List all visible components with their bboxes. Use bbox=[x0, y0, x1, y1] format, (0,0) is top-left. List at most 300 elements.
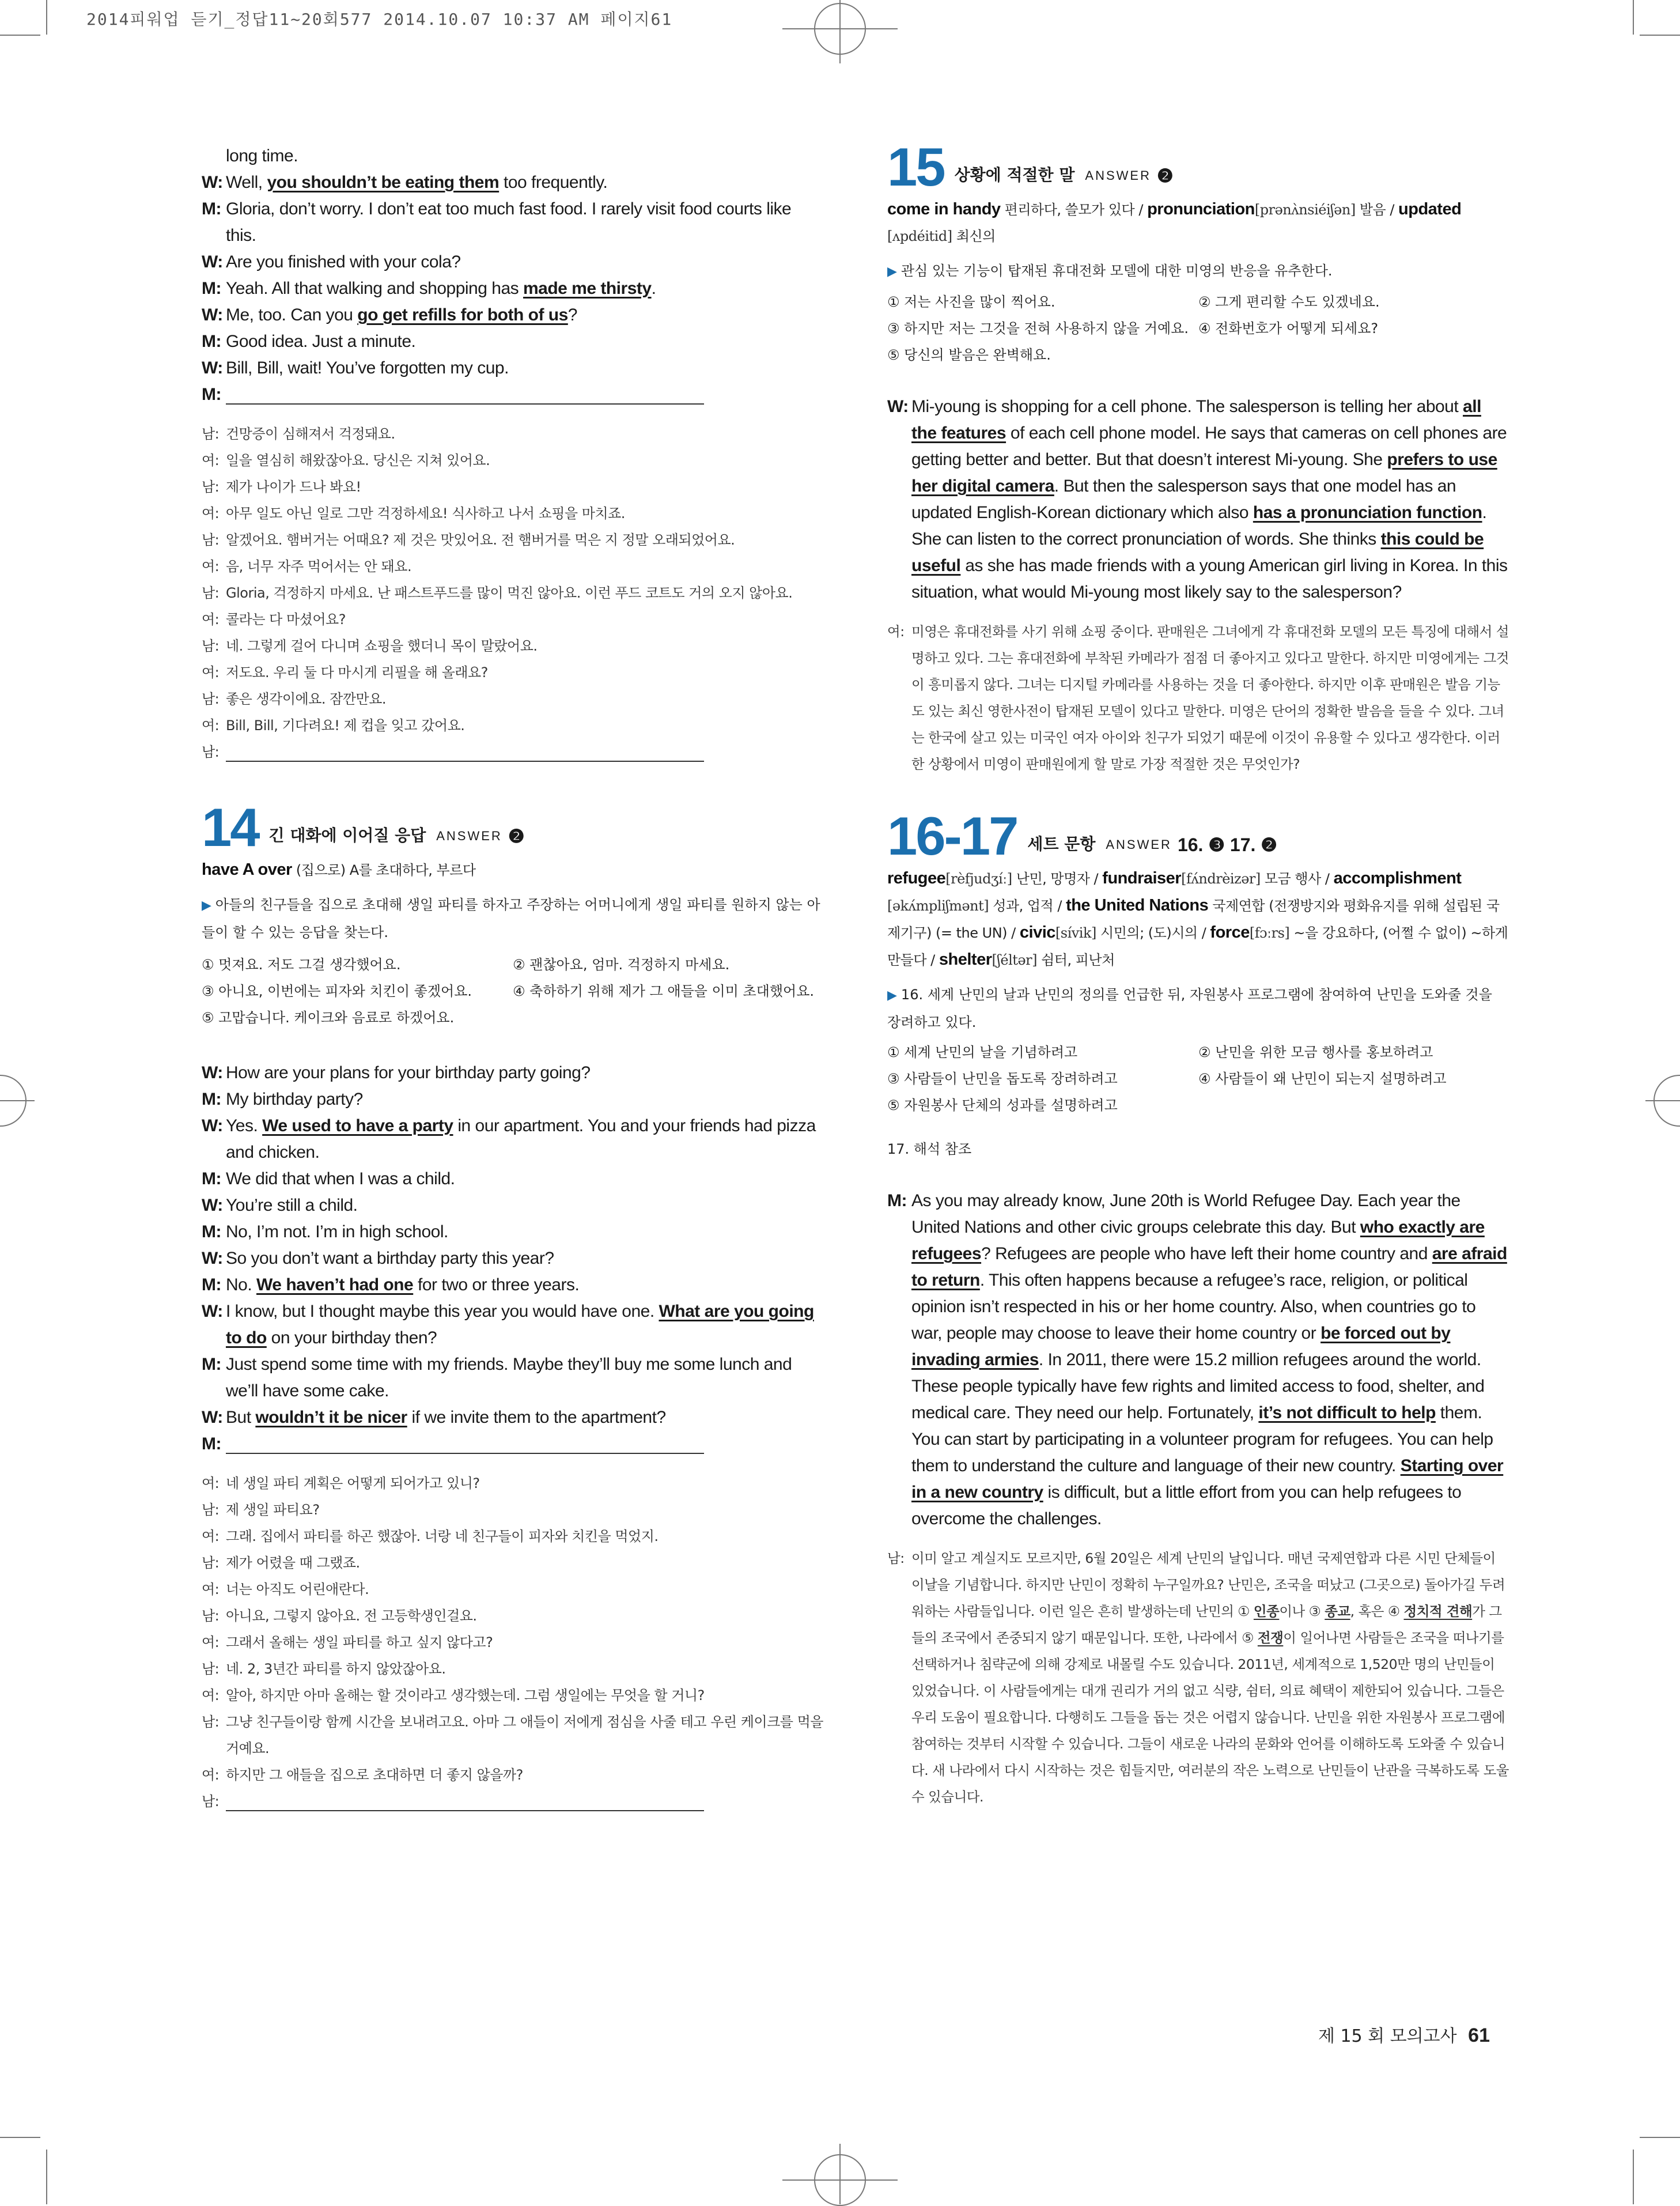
speaker-label: M: bbox=[202, 279, 221, 298]
choice-4: ④ 전화번호가 어떻게 되세요? bbox=[1198, 320, 1379, 337]
text-run: if we invite them to the apartment? bbox=[407, 1408, 666, 1427]
speaker-label: 여: bbox=[202, 1687, 220, 1703]
speaker-label: 남: bbox=[202, 426, 220, 442]
speaker-label: M: bbox=[202, 385, 221, 404]
speaker-label: 여: bbox=[202, 664, 220, 681]
vocab-meaning: 최신의 bbox=[952, 228, 996, 244]
dialogue-line bbox=[202, 659, 824, 686]
vocab-word: civic bbox=[1019, 923, 1055, 942]
key-phrase: We haven’t had one bbox=[256, 1275, 414, 1294]
dialogue-line bbox=[202, 1497, 824, 1523]
passage-15-korean bbox=[887, 618, 1509, 777]
dialogue-line bbox=[202, 1788, 824, 1815]
dialogue-line bbox=[202, 1219, 824, 1245]
key-phrase: 종교 bbox=[1325, 1603, 1350, 1619]
speaker-label: W: bbox=[202, 305, 223, 324]
answer-label: ANSWER bbox=[1085, 168, 1151, 183]
choice-2: ② 그게 편리할 수도 있겠네요. bbox=[1198, 294, 1380, 310]
text-run: I know, but I thought maybe this year you would have one. bbox=[226, 1302, 659, 1321]
key-phrase: who exactly are refugees bbox=[911, 1218, 1485, 1263]
key-phrase: you shouldn’t be eating them bbox=[267, 173, 500, 192]
dialogue-14-korean bbox=[202, 1470, 824, 1815]
dialogue-line bbox=[202, 302, 824, 328]
text-run: for two or three years. bbox=[413, 1275, 580, 1294]
dialogue-text bbox=[226, 355, 824, 381]
dialogue-text bbox=[226, 1166, 824, 1192]
speaker-label: W: bbox=[202, 1408, 223, 1427]
answer-label: ANSWER bbox=[436, 829, 502, 843]
answer-value: ❷ bbox=[1156, 165, 1174, 186]
crop-mark bbox=[1640, 2137, 1680, 2138]
passage-16-17-korean bbox=[887, 1545, 1509, 1810]
dialogue-line bbox=[202, 249, 824, 275]
text-run: Yes. bbox=[226, 1116, 263, 1135]
text-run: ? bbox=[567, 305, 577, 324]
crop-mark bbox=[46, 0, 47, 35]
key-phrase: are afraid to return bbox=[911, 1244, 1507, 1290]
dialogue-line bbox=[202, 1470, 824, 1497]
dialogue-line bbox=[202, 169, 824, 196]
solution-guide bbox=[887, 981, 1509, 1036]
vocab-pronunciation: [sívik] bbox=[1055, 925, 1096, 941]
passage-text: 미영은 휴대전화를 사기 위해 쇼핑 중이다. 판매원은 그녀에게 각 휴대전화 모델의 모든 특징에 대해서 설명하고 있다. 그는 휴대전화에 부착된 카메라가 점점 더 좋아지고 있다고 말한다. 하지만 미영에게는 그것이 흥미롭지 않다. 그녀는 디지털 카메라를 사용하는 것을 더 좋아한다. 하지만 이후 판매원은 발음 기능도 있는 최신 영한사전이 탑재된 모델이 있다고 말한다. 미영은 단어의 정확한 발음을 들을 수 있다. 그녀는 한국에 살고 있는 미국인 여자 아이와 친구가 되었기 때문에 이것이 유용할 수 있다고 생각한다. 이러한 상황에서 미영이 판매원에게 할 말로 가장 적절한 것은 무엇인가? bbox=[911, 624, 1509, 772]
speaker-label: 남: bbox=[202, 585, 220, 601]
speaker-label: M: bbox=[202, 1222, 221, 1241]
crop-mark bbox=[46, 2150, 47, 2204]
passage-text bbox=[911, 394, 1509, 606]
vocab-meaning: 시민의; (도)시의 / bbox=[1096, 925, 1210, 941]
key-phrase: has a pronunciation function bbox=[1253, 503, 1482, 522]
choice-2: ② 괜찮아요, 엄마. 걱정하지 마세요. bbox=[513, 957, 730, 973]
speaker-label: W: bbox=[202, 252, 223, 271]
choice-5: ⑤ 자원봉사 단체의 성과를 설명하려고 bbox=[887, 1097, 1118, 1113]
speaker-label: M: bbox=[202, 1434, 221, 1453]
answer-choices bbox=[887, 289, 1509, 368]
dialogue-line bbox=[202, 739, 824, 765]
speaker-label: W: bbox=[202, 1063, 223, 1082]
text-run: of each cell phone model. He says that cameras on cell phones are getting better and better. But that doesn’t interest Mi-young. She bbox=[911, 424, 1507, 469]
key-phrase: We used to have a party bbox=[262, 1116, 453, 1135]
speaker-label: M: bbox=[202, 1169, 221, 1188]
dialogue-line bbox=[202, 553, 824, 580]
speaker-label: 여: bbox=[202, 717, 220, 734]
vocab-word: shelter bbox=[939, 950, 992, 969]
dialogue-text bbox=[226, 1086, 824, 1113]
dialogue-line bbox=[202, 1113, 824, 1166]
text-run: them. You can start by participating in a volunteer program for refugees. You can help them to understand the culture and language of their new country. bbox=[911, 1403, 1493, 1475]
vocab-word: fundraiser bbox=[1102, 869, 1182, 887]
speaker-label: W: bbox=[202, 173, 223, 192]
key-phrase: be forced out by invading armies bbox=[911, 1324, 1451, 1369]
speaker-label: W: bbox=[202, 1302, 223, 1321]
dialogue-text bbox=[226, 1431, 824, 1457]
question-title: 상황에 적절한 말 bbox=[954, 165, 1075, 184]
text-run: Bill, Bill, wait! You’ve forgotten my cup. bbox=[226, 358, 509, 377]
choice-1: ① 세계 난민의 날을 기념하려고 bbox=[887, 1044, 1078, 1060]
speaker-label: 남: bbox=[202, 638, 220, 654]
speaker-label: 남: bbox=[202, 1502, 220, 1518]
text-run: As you may already know, June 20th is World Refugee Day. Each year the United Nations and other civic groups celebrate this day. But bbox=[911, 1191, 1460, 1237]
triangle-bullet-icon: ▶ bbox=[887, 988, 901, 1003]
key-phrase: 정치적 견해 bbox=[1403, 1603, 1473, 1619]
crop-mark bbox=[0, 2137, 40, 2138]
key-phrase: 전쟁 bbox=[1257, 1630, 1284, 1646]
dialogue-line bbox=[202, 1166, 824, 1192]
page-footer bbox=[1318, 2022, 1490, 2047]
dialogue-line bbox=[202, 1298, 824, 1351]
dialogue-text: 콜라는 다 마셨어요? bbox=[226, 611, 346, 628]
dialogue-line bbox=[202, 712, 824, 739]
dialogue-text: 아니요, 그렇지 않아요. 전 고등학생인걸요. bbox=[226, 1608, 477, 1624]
text-run: Just spend some time with my friends. Maybe they’ll buy me some lunch and we’ll have some cake. bbox=[226, 1355, 792, 1400]
vocab-meaning: 발음 / bbox=[1355, 202, 1399, 218]
dialogue-text: Bill, Bill, 기다려요! 제 컵을 잊고 갔어요. bbox=[226, 717, 465, 734]
dialogue-line bbox=[202, 196, 824, 249]
passage-16-17-english bbox=[887, 1188, 1509, 1532]
speaker-label: W: bbox=[202, 1116, 223, 1135]
dialogue-text bbox=[226, 1113, 824, 1166]
dialogue-line bbox=[202, 1709, 824, 1762]
dialogue-line bbox=[202, 1086, 824, 1113]
key-phrase: it’s not difficult to help bbox=[1258, 1403, 1436, 1422]
dialogue-text bbox=[226, 381, 824, 408]
dialogue-text bbox=[226, 328, 824, 355]
dialogue-text bbox=[226, 1404, 824, 1431]
dialogue-text: 네. 2, 3년간 파티를 하지 않았잖아요. bbox=[226, 1661, 446, 1677]
answer-label: ANSWER bbox=[1106, 837, 1172, 852]
text-run: , 혹은 ④ bbox=[1350, 1603, 1404, 1619]
dialogue-text: 알아, 하지만 아마 올해는 할 것이라고 생각했는데. 그럼 생일에는 무엇을 할 거니? bbox=[226, 1687, 705, 1703]
question-number: 16-17 bbox=[887, 806, 1017, 866]
speaker-label bbox=[202, 143, 226, 169]
dialogue-text bbox=[226, 1788, 824, 1815]
dialogue-line bbox=[202, 1404, 824, 1431]
text-run: . She can listen to the correct pronunciation of words. She thinks bbox=[911, 503, 1487, 549]
dialogue-text: 저도요. 우리 둘 다 마시게 리필을 해 올래요? bbox=[226, 664, 488, 681]
dialogue-line bbox=[202, 143, 824, 169]
answer-choices bbox=[887, 1039, 1509, 1119]
dialogue-line bbox=[202, 1060, 824, 1086]
text-run: We did that when I was a child. bbox=[226, 1169, 455, 1188]
dialogue-text bbox=[226, 1060, 824, 1086]
text-run: . But then the salesperson says that one model has an updated English-Korean dictionary which also bbox=[911, 477, 1456, 522]
question-number: 14 bbox=[202, 797, 259, 858]
dialogue-line bbox=[202, 1629, 824, 1656]
speaker-label: 남: bbox=[202, 1555, 220, 1571]
dialogue-line bbox=[202, 1245, 824, 1272]
text-run: Are you finished with your cola? bbox=[226, 252, 461, 271]
answer-value: ❷ bbox=[508, 826, 525, 847]
text-run: But bbox=[226, 1408, 256, 1427]
choice-5: ⑤ 당신의 발음은 완벽해요. bbox=[887, 347, 1051, 363]
text-run: 이나 ③ bbox=[1279, 1603, 1325, 1619]
text-run: Yeah. All that walking and shopping has bbox=[226, 279, 523, 298]
dialogue-line bbox=[202, 606, 824, 633]
speaker-label: M: bbox=[887, 1191, 907, 1210]
dialogue-text: 네. 그렇게 걸어 다니며 쇼핑을 했더니 목이 말랐어요. bbox=[226, 638, 538, 654]
text-run: You’re still a child. bbox=[226, 1196, 358, 1215]
crop-mark bbox=[0, 35, 40, 36]
speaker-label: 여: bbox=[202, 1475, 220, 1491]
dialogue-14-english bbox=[202, 1060, 824, 1457]
dialogue-text: 그래서 올해는 생일 파티를 하고 싶지 않다고? bbox=[226, 1634, 493, 1650]
vocab-meaning: (집으로) A를 초대하다, 부르다 bbox=[292, 862, 476, 878]
vocab-pronunciation: [rèfjudʒíː] bbox=[945, 871, 1012, 887]
dialogue-line bbox=[202, 1523, 824, 1550]
text-run: 가 그들의 조국에서 존중되지 않기 때문입니다. 또한, 나라에서 ⑤ bbox=[911, 1603, 1502, 1646]
key-phrase: this could be useful bbox=[911, 530, 1484, 575]
answer-choices bbox=[202, 951, 824, 1031]
answer-blank bbox=[226, 386, 704, 405]
choice-3: ③ 하지만 저는 그것을 전혀 사용하지 않을 거예요. bbox=[887, 320, 1189, 337]
guide-text: 아들의 친구들을 집으로 초대해 생일 파티를 하자고 주장하는 어머니에게 생일 파티를 원하지 않는 아들이 할 수 있는 응답을 찾는다. bbox=[202, 897, 820, 940]
choice-4: ④ 사람들이 왜 난민이 되는지 설명하려고 bbox=[1198, 1071, 1447, 1087]
text-run: ? Refugees are people who have left their home country and bbox=[981, 1244, 1432, 1263]
registration-cross bbox=[839, 0, 841, 63]
vocab-word: updated bbox=[1398, 200, 1462, 218]
speaker-label: 남: bbox=[202, 1661, 220, 1677]
dialogue-text: 그래. 집에서 파티를 하곤 했잖아. 너랑 네 친구들이 피자와 치킨을 먹었지. bbox=[226, 1528, 659, 1544]
registration-cross bbox=[0, 1100, 35, 1101]
dialogue-line bbox=[202, 1682, 824, 1709]
vocab-word: pronunciation bbox=[1147, 200, 1255, 218]
speaker-label: W: bbox=[202, 1249, 223, 1268]
text-run: No, I’m not. I’m in high school. bbox=[226, 1222, 448, 1241]
speaker-label: 여: bbox=[202, 452, 220, 469]
text-run: . In 2011, there were 15.2 million refugees around the world. These people typically have few rights and limited access to food, shelter, and medical care. They need our help. Fortunately, bbox=[911, 1350, 1485, 1422]
text-run: Well, bbox=[226, 173, 267, 192]
triangle-bullet-icon: ▶ bbox=[887, 265, 901, 279]
dialogue-line bbox=[202, 1762, 824, 1788]
dialogue-text bbox=[226, 1298, 824, 1351]
text-run: No. bbox=[226, 1275, 257, 1294]
text-run: Mi-young is shopping for a cell phone. The salesperson is telling her about bbox=[911, 397, 1463, 416]
dialogue-line bbox=[202, 381, 824, 408]
speaker-label: 남: bbox=[887, 1550, 905, 1566]
text-run: on your birthday then? bbox=[266, 1328, 437, 1347]
vocab-pronunciation: [prənʌ̀nsiéiʃən] bbox=[1254, 202, 1356, 218]
dialogue-text bbox=[226, 1272, 824, 1298]
crop-mark bbox=[1633, 2150, 1634, 2204]
text-run: . This often happens because a refugee’s race, religion, or political opinion isn’t respected in his or her home country. Also, when countries go to war, people may choose to leave their home country or bbox=[911, 1271, 1476, 1343]
vocab-meaning: 난민, 망명자 / bbox=[1012, 871, 1103, 887]
speaker-label: W: bbox=[202, 1196, 223, 1215]
question-16-17 bbox=[887, 806, 1509, 1810]
dialogue-line bbox=[202, 1656, 824, 1682]
speaker-label: W: bbox=[202, 358, 223, 377]
solution-guide bbox=[202, 892, 824, 946]
key-phrase: What are you going to do bbox=[226, 1302, 814, 1347]
triangle-bullet-icon: ▶ bbox=[202, 898, 215, 913]
vocab-word: force bbox=[1210, 923, 1250, 942]
speaker-label: 남: bbox=[202, 532, 220, 548]
speaker-label: 남: bbox=[202, 1793, 220, 1810]
right-column bbox=[887, 137, 1509, 1810]
vocabulary bbox=[887, 196, 1509, 250]
dialogue-line bbox=[202, 527, 824, 553]
note-17: 17. 해석 참조 bbox=[887, 1141, 972, 1157]
dialogue-line bbox=[202, 633, 824, 659]
question-number: 15 bbox=[887, 137, 944, 197]
vocab-word: the United Nations bbox=[1066, 896, 1209, 915]
dialogue-line bbox=[202, 474, 824, 500]
dialogue-text: 아무 일도 아닌 일로 그만 걱정하세요! 식사하고 나서 쇼핑을 마치죠. bbox=[226, 505, 625, 522]
dialogue-line bbox=[202, 580, 824, 606]
vocab-pronunciation: [əkʌ́mpliʃmənt] bbox=[887, 898, 989, 914]
dialogue-text: 건망증이 심해져서 걱정돼요. bbox=[226, 426, 395, 442]
choice-3: ③ 사람들이 난민을 돕도록 장려하려고 bbox=[887, 1071, 1118, 1087]
text-run: Good idea. Just a minute. bbox=[226, 332, 416, 351]
vocab-pronunciation: [fʌ́ndrèizər] bbox=[1181, 871, 1261, 887]
text-run: Me, too. Can you bbox=[226, 305, 358, 324]
text-run: 이 일어나면 사람들은 조국을 떠나기를 선택하거나 침략군에 의해 강제로 내몰릴 수도 있습니다. 2011년, 세계적으로 1,520만 명의 난민들이 있었습니다. 이 사람들에게는 대개 권리가 거의 없고 식량, 쉼터, 의료 혜택이 제한되어 있습니다. 그들은 우리 도움이 필요합니다. 다행히도 그들을 돕는 것은 어렵지 않습니다. 난민을 위한 자원봉사 프로그램에 참여하는 것부터 시작할 수 있습니다. 그들이 새로운 나라의 문화와 언어를 이해하도록 도와줄 수 있습니다. 새 나라에서 다시 시작하는 것은 힘들지만, 여러분의 작은 노력으로 난민들이 난관을 극복하도록 도울 수 있습니다. bbox=[911, 1630, 1509, 1805]
speaker-label: 남: bbox=[202, 1608, 220, 1624]
speaker-label: M: bbox=[202, 1090, 221, 1109]
choice-5: ⑤ 고맙습니다. 케이크와 음료로 하겠어요. bbox=[202, 1010, 455, 1026]
dialogue-text bbox=[226, 143, 824, 169]
choice-4: ④ 축하하기 위해 제가 그 애들을 이미 초대했어요. bbox=[513, 983, 815, 999]
dialogue-line bbox=[202, 1192, 824, 1219]
dialogue-line bbox=[202, 328, 824, 355]
dialogue-line bbox=[202, 500, 824, 527]
vocab-meaning: ~을 강요하다, (어쩔 수 없이) ~하게 만들다 / bbox=[887, 925, 1508, 968]
vocab-pronunciation: [ʃéltər] bbox=[992, 952, 1037, 968]
text-run: Gloria, don’t worry. I don’t eat too much fast food. I rarely visit food courts like this. bbox=[226, 199, 792, 245]
key-phrase: Starting over in a new country bbox=[911, 1456, 1504, 1502]
dialogue-line bbox=[202, 1603, 824, 1629]
dialogue-text: Gloria, 걱정하지 마세요. 난 패스트푸드를 많이 먹진 않아요. 이런 푸드 코트도 거의 오지 않아요. bbox=[226, 585, 793, 601]
vocab-word: accomplishment bbox=[1333, 869, 1462, 887]
registration-cross bbox=[1645, 1100, 1680, 1101]
key-phrase: all the features bbox=[911, 397, 1481, 443]
choice-1: ① 저는 사진을 많이 찍어요. bbox=[887, 294, 1055, 310]
vocab-word: refugee bbox=[887, 869, 946, 887]
text-run: My birthday party? bbox=[226, 1090, 363, 1109]
vocab-pronunciation: [fɔːrs] bbox=[1249, 925, 1290, 941]
dialogue-line bbox=[202, 355, 824, 381]
question-title: 긴 대화에 이어질 응답 bbox=[268, 826, 426, 845]
dialogue-line bbox=[202, 1550, 824, 1576]
dialogue-text bbox=[226, 1351, 824, 1404]
dialogue-text: 알겠어요. 햄버거는 어때요? 제 것은 맛있어요. 전 햄버거를 먹은 지 정말 오래되었어요. bbox=[226, 532, 735, 548]
text-run: 이미 알고 계실지도 모르지만, 6월 20일은 세계 난민의 날입니다. 매년 국제연합과 다른 시민 단체들이 이날을 기념합니다. 하지만 난민이 정확히 누구일까요? 난민은, 조국을 떠났고 (그곳으로) 돌아가길 두려워하는 사람들입니다. 이런 일은 흔히 발생하는데 난민의 ① bbox=[911, 1550, 1505, 1619]
key-phrase: wouldn’t it be nicer bbox=[255, 1408, 407, 1427]
dialogue-text bbox=[226, 169, 824, 196]
speaker-label: 남: bbox=[202, 479, 220, 495]
page-number: 61 bbox=[1468, 2024, 1490, 2046]
speaker-label: W: bbox=[887, 397, 909, 416]
crop-mark bbox=[1640, 35, 1680, 36]
crop-mark bbox=[1633, 0, 1634, 35]
speaker-label: 남: bbox=[202, 1714, 220, 1730]
dialogue-text bbox=[226, 1245, 824, 1272]
text-run: long time. bbox=[226, 146, 298, 165]
guide-text: 관심 있는 기능이 탑재된 휴대전화 모델에 대한 미영의 반응을 유추한다. bbox=[900, 263, 1333, 279]
speaker-label: 여: bbox=[202, 1634, 220, 1650]
speaker-label: M: bbox=[202, 199, 221, 218]
vocabulary bbox=[887, 865, 1509, 973]
dialogue-line bbox=[202, 1272, 824, 1298]
text-run: in our apartment. You and your friends had pizza and chicken. bbox=[226, 1116, 816, 1162]
key-phrase: made me thirsty bbox=[523, 279, 652, 298]
question-15 bbox=[887, 137, 1509, 777]
left-column bbox=[202, 143, 824, 1815]
answer-value: 16. ❸ 17. ❷ bbox=[1177, 834, 1277, 855]
dialogue-text: 네 생일 파티 계획은 어떻게 되어가고 있니? bbox=[226, 1475, 480, 1491]
dialogue-text: 제가 어렸을 때 그랬죠. bbox=[226, 1555, 360, 1571]
dialogue-line bbox=[202, 686, 824, 712]
dialogue-text: 그냥 친구들이랑 함께 시간을 보내려고요. 아마 그 애들이 저에게 점심을 사줄 테고 우린 케이크를 먹을 거예요. bbox=[226, 1714, 823, 1757]
speaker-label: M: bbox=[202, 1275, 221, 1294]
choice-3: ③ 아니요, 이번에는 피자와 치킨이 좋겠어요. bbox=[202, 983, 472, 999]
vocab-meaning: 국제연합 (전쟁방지와 평화유지를 위해 설립된 국제기구) (= the UN) / bbox=[887, 898, 1500, 941]
question-title: 세트 문항 bbox=[1027, 834, 1096, 853]
question-14 bbox=[202, 797, 824, 1815]
choice-2: ② 난민을 위한 모금 행사를 홍보하려고 bbox=[1198, 1044, 1433, 1060]
answer-blank bbox=[226, 1436, 704, 1454]
speaker-label: M: bbox=[202, 1355, 221, 1374]
text-run: So you don’t want a birthday party this year? bbox=[226, 1249, 554, 1268]
dialogue-text: 너는 아직도 어린애란다. bbox=[226, 1581, 369, 1597]
print-header: 2014피워업 듣기_정답11~20회577 2014.10.07 10:37 AM 페이지61 bbox=[86, 10, 673, 29]
passage-text bbox=[911, 1188, 1509, 1532]
speaker-label: 여: bbox=[202, 1581, 220, 1597]
dialogue-text bbox=[226, 302, 824, 328]
footer-label: 제 15 회 모의고사 bbox=[1318, 2026, 1457, 2046]
dialogue-text: 제가 나이가 드나 봐요! bbox=[226, 479, 361, 495]
dialogue-line bbox=[202, 1351, 824, 1404]
guide-text: 16. 세계 난민의 날과 난민의 정의를 언급한 뒤, 자원봉사 프로그램에 참여하여 난민을 도와줄 것을 장려하고 있다. bbox=[887, 987, 1492, 1030]
vocab-meaning: 편리하다, 쓸모가 있다 / bbox=[1000, 202, 1148, 218]
dialogue-line bbox=[202, 447, 824, 474]
speaker-label: 남: bbox=[202, 744, 220, 760]
registration-cross bbox=[839, 2144, 841, 2204]
dialogue-13-korean bbox=[202, 421, 824, 765]
dialogue-13-english bbox=[202, 143, 824, 408]
passage-15-english bbox=[887, 394, 1509, 606]
dialogue-text: 좋은 생각이에요. 잠깐만요. bbox=[226, 691, 387, 707]
passage-text bbox=[911, 1545, 1509, 1810]
vocabulary bbox=[202, 856, 824, 883]
vocab-word: come in handy bbox=[887, 200, 1001, 218]
choice-1: ① 멋져요. 저도 그걸 생각했어요. bbox=[202, 957, 401, 973]
answer-blank bbox=[226, 1793, 704, 1811]
vocab-meaning: 성과, 업적 / bbox=[989, 898, 1066, 914]
key-phrase: go get refills for both of us bbox=[357, 305, 568, 324]
dialogue-text bbox=[226, 249, 824, 275]
text-run: . bbox=[651, 279, 656, 298]
dialogue-text: 일을 열심히 해왔잖아요. 당신은 지쳐 있어요. bbox=[226, 452, 490, 469]
speaker-label: 여: bbox=[202, 558, 220, 575]
dialogue-text bbox=[226, 1219, 824, 1245]
dialogue-line bbox=[202, 275, 824, 302]
text-run: is difficult, but a little effort from you can help refugees to overcome the challenges. bbox=[911, 1483, 1462, 1528]
key-phrase: 인종 bbox=[1253, 1603, 1280, 1619]
vocab-word: have A over bbox=[202, 860, 292, 879]
dialogue-line bbox=[202, 1431, 824, 1457]
solution-guide bbox=[887, 258, 1509, 285]
dialogue-text: 제 생일 파티요? bbox=[226, 1502, 320, 1518]
answer-blank bbox=[226, 743, 704, 762]
speaker-label: 남: bbox=[202, 691, 220, 707]
speaker-label: M: bbox=[202, 332, 221, 351]
speaker-label: 여: bbox=[202, 505, 220, 522]
dialogue-text bbox=[226, 1192, 824, 1219]
speaker-label: 여: bbox=[887, 624, 905, 640]
vocab-meaning: 모금 행사 / bbox=[1260, 871, 1334, 887]
speaker-label: 여: bbox=[202, 1767, 220, 1783]
dialogue-text bbox=[226, 196, 824, 249]
